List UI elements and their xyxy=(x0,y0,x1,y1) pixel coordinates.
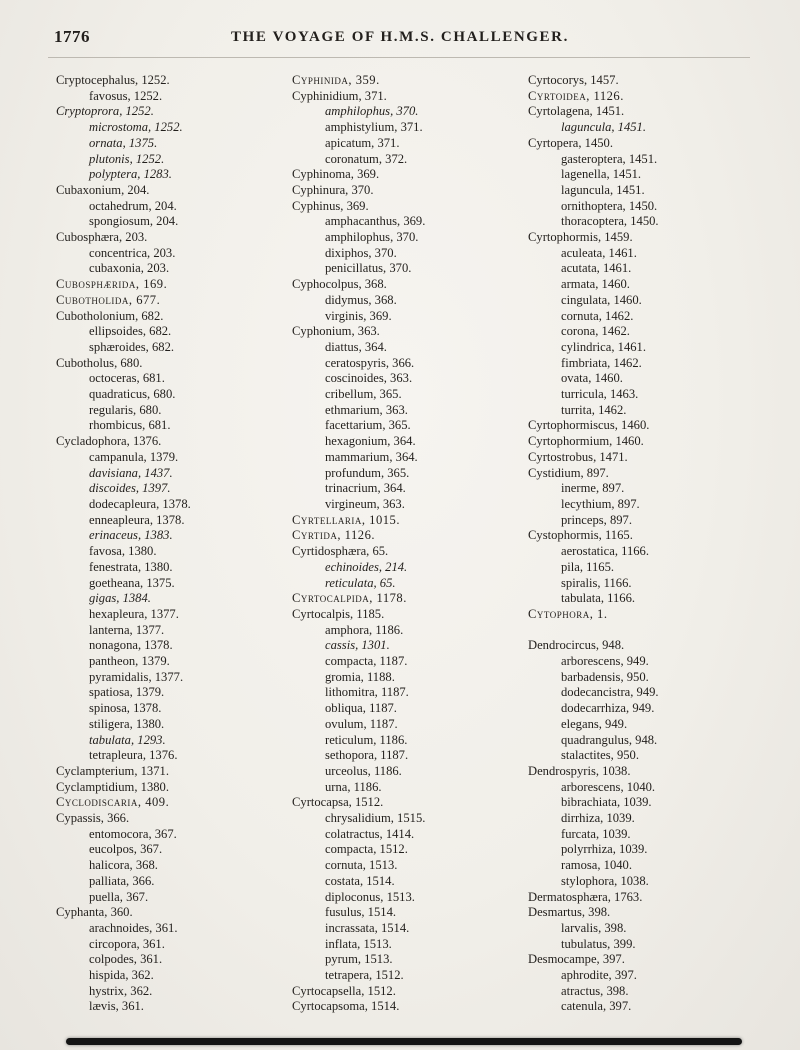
index-entry: didymus, 368. xyxy=(325,292,397,307)
index-entry: ovata, 1460. xyxy=(561,371,623,386)
index-entry: barbadensis, 950. xyxy=(561,669,649,684)
header-rule xyxy=(48,57,750,58)
index-entry: Cryptocephalus, 1252. xyxy=(56,73,170,87)
index-entry: costata, 1514. xyxy=(325,873,395,888)
index-entry: incrassata, 1514. xyxy=(325,920,410,935)
index-entry: dodecapleura, 1378. xyxy=(89,496,191,511)
index-entry: princeps, 897. xyxy=(561,512,632,527)
index-entry: dixiphos, 370. xyxy=(325,245,397,260)
index-entry: pantheon, 1379. xyxy=(89,654,170,669)
index-entry: sethopora, 1187. xyxy=(325,748,409,763)
index-entry: plutonis, 1252. xyxy=(89,151,165,166)
index-entry: tabulata, 1166. xyxy=(561,591,636,606)
index-entry: Cyrtopera, 1450. xyxy=(528,135,613,150)
index-entry: lagenella, 1451. xyxy=(561,167,642,182)
index-entry: cingulata, 1460. xyxy=(561,292,642,307)
index-entry: campanula, 1379. xyxy=(89,449,179,464)
index-entry: polyptera, 1283. xyxy=(89,167,172,182)
index-entry: Cyclodiscaria, 409. xyxy=(56,795,170,810)
index-entry: rhombicus, 681. xyxy=(89,418,171,433)
index-entry: elegans, 949. xyxy=(561,716,628,731)
index-entry: Cyphinoma, 369. xyxy=(292,167,380,182)
index-entry: gasteroptera, 1451. xyxy=(561,151,658,166)
index-entry: Dermatosphæra, 1763. xyxy=(528,889,643,904)
index-entry: amphilophus, 370. xyxy=(325,104,419,119)
index-entry: cubaxonia, 203. xyxy=(89,261,170,276)
index-entry: acutata, 1461. xyxy=(561,261,632,276)
index-entry: spatiosa, 1379. xyxy=(89,685,165,700)
index-entry: tetrapleura, 1376. xyxy=(89,748,178,763)
index-entry: echinoides, 214. xyxy=(325,559,408,574)
index-entry: stalactites, 950. xyxy=(561,748,639,763)
index-entry: Cubaxonium, 204. xyxy=(56,182,150,197)
index-entry: facettarium, 365. xyxy=(325,418,411,433)
index-entry: diploconus, 1513. xyxy=(325,889,415,904)
index-entry: cornuta, 1462. xyxy=(561,308,634,323)
index-entry: microstoma, 1252. xyxy=(89,120,183,135)
index-entry: aphrodite, 397. xyxy=(561,968,637,983)
index-entry: trinacrium, 364. xyxy=(325,481,406,496)
scan-artifact-bar xyxy=(66,1038,742,1045)
index-entry: quadrangulus, 948. xyxy=(561,732,658,747)
index-entry: palliata, 366. xyxy=(89,873,155,888)
index-entry: Cyrtophormiscus, 1460. xyxy=(528,418,650,433)
index-entry: Cyrtocapsella, 1512. xyxy=(292,983,396,998)
index-entry: Cubotholus, 680. xyxy=(56,355,143,370)
index-entry: goetheana, 1375. xyxy=(89,575,175,590)
index-entry: circopora, 361. xyxy=(89,936,165,951)
index-entry: apicatum, 371. xyxy=(325,135,400,150)
index-entry: urna, 1186. xyxy=(325,779,382,794)
index-entry: ovulum, 1187. xyxy=(325,716,398,731)
index-entry: spiralis, 1166. xyxy=(561,575,632,590)
index-entry: thoracoptera, 1450. xyxy=(561,214,659,229)
index-entry: fenestrata, 1380. xyxy=(89,559,173,574)
index-entry: profundum, 365. xyxy=(325,465,410,480)
index-entry: atractus, 398. xyxy=(561,983,629,998)
index-entry: Cyphinidium, 371. xyxy=(292,88,387,103)
index-entry: dirrhiza, 1039. xyxy=(561,811,635,826)
index-entry: Cubosphæra, 203. xyxy=(56,230,148,245)
index-entry: cylindrica, 1461. xyxy=(561,339,646,354)
index-entry: Cycladophora, 1376. xyxy=(56,434,162,449)
index-entry: stiligera, 1380. xyxy=(89,716,165,731)
index-entry: compacta, 1512. xyxy=(325,842,408,857)
index-entry: ellipsoides, 682. xyxy=(89,324,172,339)
index-entry: aculeata, 1461. xyxy=(561,245,637,260)
index-entry: ornata, 1375. xyxy=(89,135,158,150)
index-entry: colpodes, 361. xyxy=(89,952,163,967)
index-entry: amphilophus, 370. xyxy=(325,230,419,245)
index-entry: ceratospyris, 366. xyxy=(325,355,415,370)
index-entry: Cryptoprora, 1252. xyxy=(56,104,154,119)
index-entry: pila, 1165. xyxy=(561,559,615,574)
index-entry: spongiosum, 204. xyxy=(89,214,179,229)
index-entry: halicora, 368. xyxy=(89,858,158,873)
index-entry: amphistylium, 371. xyxy=(325,120,423,135)
index-entry: octahedrum, 204. xyxy=(89,198,177,213)
index-entry: catenula, 397. xyxy=(561,999,632,1014)
index-entry: Cyrtolagena, 1451. xyxy=(528,104,625,119)
index-entry: quadraticus, 680. xyxy=(89,387,176,402)
index-entry: sphæroides, 682. xyxy=(89,339,175,354)
index-entry: lanterna, 1377. xyxy=(89,622,165,637)
page-number: 1776 xyxy=(54,27,90,46)
index-entry: Cypassis, 366. xyxy=(56,811,130,826)
index-entry: favosa, 1380. xyxy=(89,544,157,559)
index-entry: bibrachiata, 1039. xyxy=(561,795,652,810)
index-entry: favosus, 1252. xyxy=(89,88,163,103)
index-entry: dodecarrhiza, 949. xyxy=(561,701,655,716)
index-entry: hexagonium, 364. xyxy=(325,434,416,449)
index-entry: Cytophora, 1. xyxy=(528,606,608,621)
index-entry: Cubosphærida, 169. xyxy=(56,277,168,292)
index-entry: turrita, 1462. xyxy=(561,402,627,417)
index-entry: hispida, 362. xyxy=(89,968,154,983)
index-entry: penicillatus, 370. xyxy=(325,261,412,276)
index-entry: polyrrhiza, 1039. xyxy=(561,842,648,857)
index-entry: puella, 367. xyxy=(89,889,149,904)
index-entry: compacta, 1187. xyxy=(325,654,408,669)
index-entry: Cyphinus, 369. xyxy=(292,198,369,213)
index-entry: Cyrtocapsa, 1512. xyxy=(292,795,384,810)
index-entry: Desmartus, 398. xyxy=(528,905,611,920)
index-entry: Cyphonium, 363. xyxy=(292,324,380,339)
index-entry: Cyrtidosphæra, 65. xyxy=(292,544,389,559)
index-entry: virginis, 369. xyxy=(325,308,392,323)
index-entry: Cyrtophormium, 1460. xyxy=(528,434,644,449)
index-entry: Cyphocolpus, 368. xyxy=(292,277,387,292)
index-entry: Cyrtocapsoma, 1514. xyxy=(292,999,400,1014)
index-entry: arborescens, 1040. xyxy=(561,779,656,794)
index-entry: Cystidium, 897. xyxy=(528,465,609,480)
index-entry: cribellum, 365. xyxy=(325,387,402,402)
index-entry: coscinoides, 363. xyxy=(325,371,413,386)
index-entry: lævis, 361. xyxy=(89,999,144,1014)
index-columns xyxy=(0,60,800,1015)
index-entry: Cyrtostrobus, 1471. xyxy=(528,449,628,464)
index-entry: hexapleura, 1377. xyxy=(89,606,179,621)
index-entry: Dendrocircus, 948. xyxy=(528,638,625,653)
index-entry: arborescens, 949. xyxy=(561,654,649,668)
index-entry: tabulata, 1293. xyxy=(89,732,166,747)
index-entry: laguncula, 1451. xyxy=(561,120,647,135)
index-entry: ornithoptera, 1450. xyxy=(561,198,658,213)
index-entry: regularis, 680. xyxy=(89,402,162,417)
index-entry: enneapleura, 1378. xyxy=(89,512,185,527)
index-entry: fusulus, 1514. xyxy=(325,905,397,920)
index-column-2 xyxy=(292,73,516,1015)
index-column-1 xyxy=(56,73,280,1015)
index-entry: Cystophormis, 1165. xyxy=(528,528,633,543)
index-entry: eucolpos, 367. xyxy=(89,842,163,857)
index-entry: entomocora, 367. xyxy=(89,826,177,841)
index-entry: obliqua, 1187. xyxy=(325,701,397,716)
index-entry: nonagona, 1378. xyxy=(89,638,173,653)
index-entry: armata, 1460. xyxy=(561,277,630,292)
index-entry: Cyrtoidea, 1126. xyxy=(528,88,624,103)
index-entry: colatractus, 1414. xyxy=(325,826,415,841)
index-entry: tetrapera, 1512. xyxy=(325,968,404,983)
index-entry: tubulatus, 399. xyxy=(561,936,636,951)
index-entry: corona, 1462. xyxy=(561,324,630,339)
index-entry: gigas, 1384. xyxy=(89,591,151,606)
index-entry: Desmocampe, 397. xyxy=(528,952,625,967)
index-entry: Cyclamptidium, 1380. xyxy=(56,779,169,794)
index-entry: dodecancistra, 949. xyxy=(561,685,659,700)
index-entry: concentrica, 203. xyxy=(89,245,176,260)
index-entry: octoceras, 681. xyxy=(89,371,165,386)
index-entry: Cyrtocorys, 1457. xyxy=(528,73,619,87)
index-entry: hystrix, 362. xyxy=(89,983,153,998)
index-entry: arachnoides, 361. xyxy=(89,920,178,935)
index-entry: reticulata, 65. xyxy=(325,575,396,590)
index-entry: furcata, 1039. xyxy=(561,826,631,841)
index-entry: inerme, 897. xyxy=(561,481,625,496)
index-entry: larvalis, 398. xyxy=(561,920,627,935)
index-entry: mammarium, 364. xyxy=(325,449,418,464)
index-entry: Cyphanta, 360. xyxy=(56,905,133,920)
index-entry: Cyrtida, 1126. xyxy=(292,528,376,543)
index-entry: lecythium, 897. xyxy=(561,496,640,511)
index-entry: virgineum, 363. xyxy=(325,496,405,511)
index-entry: gromia, 1188. xyxy=(325,669,395,684)
index-entry: stylophora, 1038. xyxy=(561,873,649,888)
index-entry: erinaceus, 1383. xyxy=(89,528,173,543)
index-entry: amphora, 1186. xyxy=(325,622,404,637)
index-entry: urceolus, 1186. xyxy=(325,763,402,778)
index-entry: Cyrtocalpis, 1185. xyxy=(292,606,385,621)
index-entry: cassis, 1301. xyxy=(325,638,390,653)
index-entry: Cyphinura, 370. xyxy=(292,182,374,197)
index-entry: discoides, 1397. xyxy=(89,481,171,496)
index-entry: reticulum, 1186. xyxy=(325,732,408,747)
index-entry: Cubotholonium, 682. xyxy=(56,308,164,323)
page-header xyxy=(0,0,800,60)
index-entry: Cyrtocalpida, 1178. xyxy=(292,591,407,606)
index-entry: Cyrtellaria, 1015. xyxy=(292,512,400,527)
index-entry: Dendrospyris, 1038. xyxy=(528,763,631,778)
index-entry: aerostatica, 1166. xyxy=(561,544,650,559)
index-entry: Cyrtophormis, 1459. xyxy=(528,230,633,245)
index-entry: inflata, 1513. xyxy=(325,936,392,951)
index-entry: laguncula, 1451. xyxy=(561,182,645,197)
index-entry: fimbriata, 1462. xyxy=(561,355,642,370)
index-entry: amphacanthus, 369. xyxy=(325,214,426,229)
index-entry: lithomitra, 1187. xyxy=(325,685,409,700)
index-entry: Cyphinida, 359. xyxy=(292,73,380,87)
index-entry: coronatum, 372. xyxy=(325,151,408,166)
index-entry: ethmarium, 363. xyxy=(325,402,408,417)
index-entry: Cyclampterium, 1371. xyxy=(56,763,169,778)
index-entry: pyramidalis, 1377. xyxy=(89,669,184,684)
index-entry: spinosa, 1378. xyxy=(89,701,162,716)
index-entry: diattus, 364. xyxy=(325,339,387,354)
index-entry: turricula, 1463. xyxy=(561,387,639,402)
page-title: THE VOYAGE OF H.M.S. CHALLENGER. xyxy=(231,29,569,45)
index-entry: pyrum, 1513. xyxy=(325,952,393,967)
index-entry: davisiana, 1437. xyxy=(89,465,173,480)
index-entry: chrysalidium, 1515. xyxy=(325,811,426,826)
index-entry: Cubotholida, 677. xyxy=(56,292,161,307)
index-column-3 xyxy=(528,73,752,1015)
index-entry: cornuta, 1513. xyxy=(325,858,398,873)
index-entry: ramosa, 1040. xyxy=(561,858,632,873)
